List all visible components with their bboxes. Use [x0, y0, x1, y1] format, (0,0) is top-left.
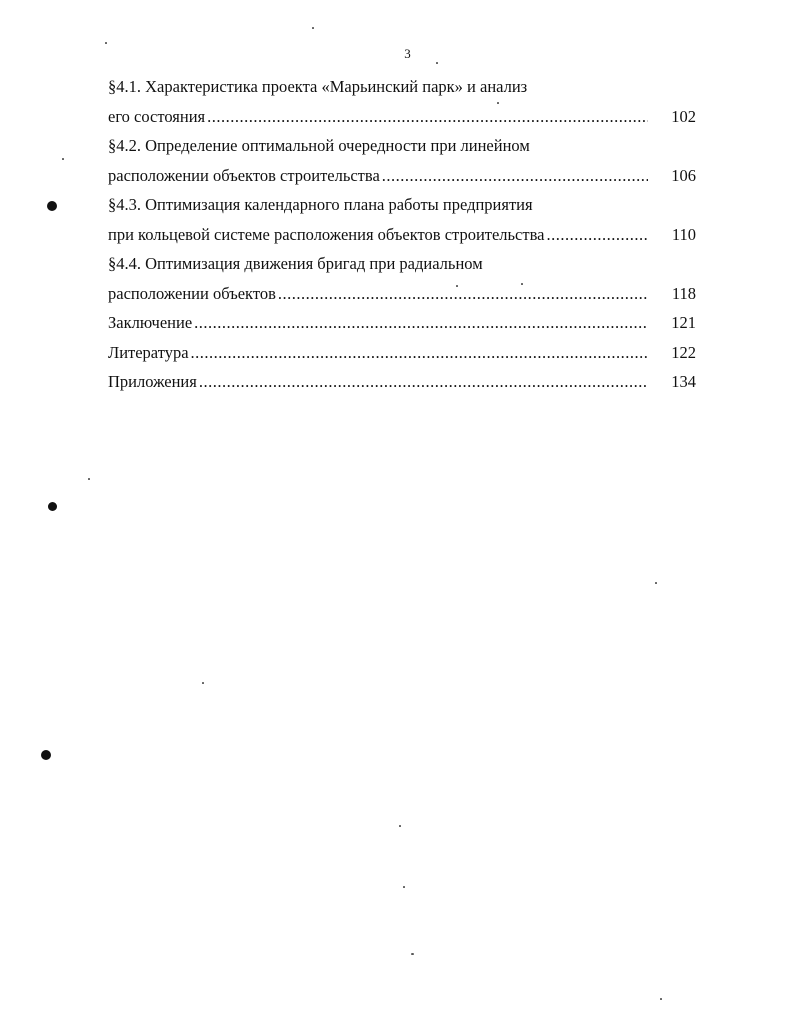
toc-section-4-4-entry [108, 279, 696, 309]
toc-leader-dots [278, 279, 648, 309]
toc-section-4-3-entry [108, 220, 696, 250]
scan-speck [521, 283, 523, 285]
binder-hole-mark [47, 201, 57, 211]
toc-section-4-2-title [108, 131, 696, 161]
toc-page-number: 110 [671, 224, 696, 244]
toc-section-continuation: при кольцевой системе расположения объектов строительства [108, 224, 545, 244]
toc-entry-literature [108, 338, 696, 368]
scan-speck [88, 478, 90, 480]
toc-entry-appendices [108, 367, 696, 397]
scan-speck [62, 158, 64, 160]
scan-speck [655, 582, 657, 584]
toc-section-title: §4.2. Определение оптимальной очередности при линейном [108, 136, 530, 155]
scan-speck [436, 62, 438, 64]
toc-page-number: 121 [671, 313, 696, 332]
toc-section-4-3-title [108, 190, 696, 220]
table-of-contents [108, 72, 696, 397]
toc-leader-dots [382, 161, 648, 191]
toc-page-number: 118 [671, 283, 696, 303]
page-number: 3 [404, 46, 411, 61]
toc-entry-label: Заключение [108, 313, 193, 332]
scan-speck [403, 886, 405, 888]
toc-page-number: 134 [671, 372, 696, 391]
toc-section-title: §4.4. Оптимизация движения бригад при радиальном [108, 254, 483, 273]
scan-speck [105, 42, 107, 44]
toc-entry-label: Приложения [108, 372, 197, 391]
toc-page-number: 102 [671, 106, 696, 126]
scan-speck [411, 953, 414, 955]
binder-hole-mark [41, 750, 51, 760]
toc-entry-conclusion [108, 308, 696, 338]
toc-leader-dots [199, 367, 648, 397]
toc-section-continuation: расположении объектов строительства [108, 165, 380, 185]
scan-speck [497, 102, 499, 104]
toc-page-number: 106 [671, 165, 696, 185]
toc-section-continuation: расположении объектов [108, 283, 276, 303]
binder-hole-mark [48, 502, 57, 511]
toc-leader-dots [194, 308, 648, 338]
toc-section-4-1-title [108, 72, 696, 102]
toc-section-4-1-entry [108, 102, 696, 132]
toc-section-title: §4.3. Оптимизация календарного плана работы предприятия [108, 195, 533, 214]
scan-speck [456, 285, 458, 287]
toc-leader-dots [191, 338, 648, 368]
toc-page-number: 122 [671, 342, 696, 362]
scan-speck [399, 825, 401, 827]
scan-speck [202, 682, 204, 684]
toc-entry-label: Литература [108, 342, 189, 362]
toc-section-continuation: его состояния [108, 106, 206, 126]
toc-leader-dots [207, 102, 648, 132]
toc-leader-dots [547, 220, 649, 250]
toc-section-4-4-title [108, 249, 696, 279]
scan-speck [660, 998, 662, 1000]
scan-speck [312, 27, 314, 29]
toc-section-title: §4.1. Характеристика проекта «Марьинский парк» и анализ [108, 77, 528, 96]
toc-section-4-2-entry [108, 161, 696, 191]
